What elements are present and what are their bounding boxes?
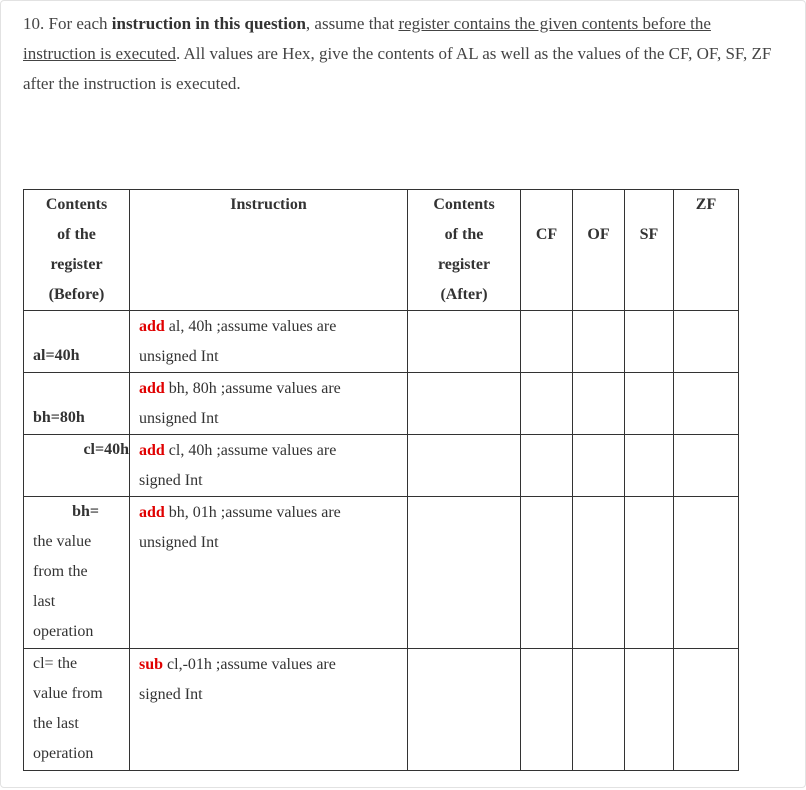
sf-answer-cell[interactable] bbox=[625, 435, 674, 497]
question-number: 10. bbox=[23, 14, 45, 33]
header-of bbox=[573, 190, 625, 311]
header-after bbox=[408, 190, 521, 311]
of-answer-cell[interactable] bbox=[573, 497, 625, 649]
zf-answer-cell[interactable] bbox=[674, 311, 739, 373]
table-header-row bbox=[24, 190, 739, 311]
instruction-note: unsigned Int bbox=[139, 348, 219, 365]
header-after-line: Contents bbox=[433, 196, 495, 213]
header-sf bbox=[625, 190, 674, 311]
instruction-note: unsigned Int bbox=[139, 534, 219, 551]
opcode: add bbox=[139, 504, 165, 521]
instruction-note: signed Int bbox=[139, 686, 203, 703]
before-value: bh=80h bbox=[33, 409, 85, 426]
instruction-cell bbox=[130, 311, 408, 373]
before-line: bh= bbox=[72, 503, 99, 520]
before-line: value from bbox=[33, 685, 103, 702]
header-after-line: of the bbox=[444, 226, 484, 243]
header-before bbox=[24, 190, 130, 311]
table-row bbox=[24, 435, 739, 497]
before-cell bbox=[24, 497, 130, 649]
before-line: the value bbox=[33, 533, 92, 550]
operands: cl,-01h ;assume values are bbox=[163, 656, 336, 673]
operands: bh, 80h ;assume values are bbox=[164, 380, 341, 397]
question-intro: For each bbox=[48, 14, 108, 33]
header-of-label: OF bbox=[587, 226, 610, 243]
after-answer-cell[interactable] bbox=[408, 373, 521, 435]
sf-answer-cell[interactable] bbox=[625, 497, 674, 649]
header-cf bbox=[521, 190, 573, 311]
instruction-note: unsigned Int bbox=[139, 410, 219, 427]
after-answer-cell[interactable] bbox=[408, 649, 521, 771]
question-bold-phrase: instruction in this question bbox=[111, 14, 306, 33]
sf-answer-cell[interactable] bbox=[625, 373, 674, 435]
cf-answer-cell[interactable] bbox=[521, 373, 573, 435]
before-line: the last bbox=[33, 715, 79, 732]
before-cell bbox=[24, 649, 130, 771]
cf-answer-cell[interactable] bbox=[521, 497, 573, 649]
question-rest: . All values are Hex, give the contents of AL as well as the values of the CF, OF, SF, ZF after the instruction is executed. bbox=[23, 44, 772, 93]
of-answer-cell[interactable] bbox=[573, 435, 625, 497]
opcode: add bbox=[139, 442, 165, 459]
question-text bbox=[23, 9, 783, 99]
sf-answer-cell[interactable] bbox=[625, 649, 674, 771]
cf-answer-cell[interactable] bbox=[521, 649, 573, 771]
before-line: operation bbox=[33, 745, 94, 762]
after-answer-cell[interactable] bbox=[408, 311, 521, 373]
cf-answer-cell[interactable] bbox=[521, 311, 573, 373]
cf-answer-cell[interactable] bbox=[521, 435, 573, 497]
instruction-cell bbox=[130, 649, 408, 771]
operands: cl, 40h ;assume values are bbox=[164, 442, 337, 459]
instruction-cell bbox=[130, 373, 408, 435]
header-before-line: register bbox=[50, 256, 103, 273]
before-value: al=40h bbox=[33, 347, 80, 364]
header-after-line: (After) bbox=[440, 286, 488, 303]
before-line: last bbox=[33, 593, 56, 610]
zf-answer-cell[interactable] bbox=[674, 497, 739, 649]
header-before-line: Contents bbox=[45, 196, 108, 213]
header-cf-label: CF bbox=[535, 226, 558, 243]
question-underlined: register contains the given contents before the instruction is executed bbox=[23, 14, 711, 63]
header-after-line: register bbox=[437, 256, 491, 273]
table-row bbox=[24, 497, 739, 649]
before-line: from the bbox=[33, 563, 88, 580]
before-cell bbox=[24, 311, 130, 373]
header-instruction-label: Instruction bbox=[230, 196, 307, 213]
header-before-line: (Before) bbox=[48, 286, 105, 303]
instruction-cell bbox=[130, 435, 408, 497]
sf-answer-cell[interactable] bbox=[625, 311, 674, 373]
before-cell bbox=[24, 435, 130, 497]
header-zf bbox=[674, 190, 739, 311]
operands: bh, 01h ;assume values are bbox=[164, 504, 341, 521]
table-row bbox=[24, 649, 739, 771]
answer-table bbox=[23, 189, 739, 771]
of-answer-cell[interactable] bbox=[573, 373, 625, 435]
instruction-cell bbox=[130, 497, 408, 649]
after-answer-cell[interactable] bbox=[408, 435, 521, 497]
zf-answer-cell[interactable] bbox=[674, 373, 739, 435]
table-row bbox=[24, 373, 739, 435]
before-value: cl=40h bbox=[83, 441, 129, 458]
operands: al, 40h ;assume values are bbox=[164, 318, 337, 335]
after-answer-cell[interactable] bbox=[408, 497, 521, 649]
header-before-line: of the bbox=[57, 226, 96, 243]
zf-answer-cell[interactable] bbox=[674, 649, 739, 771]
opcode: sub bbox=[139, 656, 164, 673]
header-sf-label: SF bbox=[639, 226, 659, 243]
opcode: add bbox=[139, 318, 165, 335]
of-answer-cell[interactable] bbox=[573, 311, 625, 373]
header-zf-label: ZF bbox=[695, 196, 717, 213]
before-line: operation bbox=[33, 623, 94, 640]
before-cell bbox=[24, 373, 130, 435]
table-row bbox=[24, 311, 739, 373]
before-line: cl= the bbox=[33, 655, 78, 672]
header-instruction bbox=[130, 190, 408, 311]
question-after-bold: , assume that bbox=[305, 14, 395, 33]
of-answer-cell[interactable] bbox=[573, 649, 625, 771]
zf-answer-cell[interactable] bbox=[674, 435, 739, 497]
opcode: add bbox=[139, 380, 165, 397]
instruction-note: signed Int bbox=[139, 472, 203, 489]
